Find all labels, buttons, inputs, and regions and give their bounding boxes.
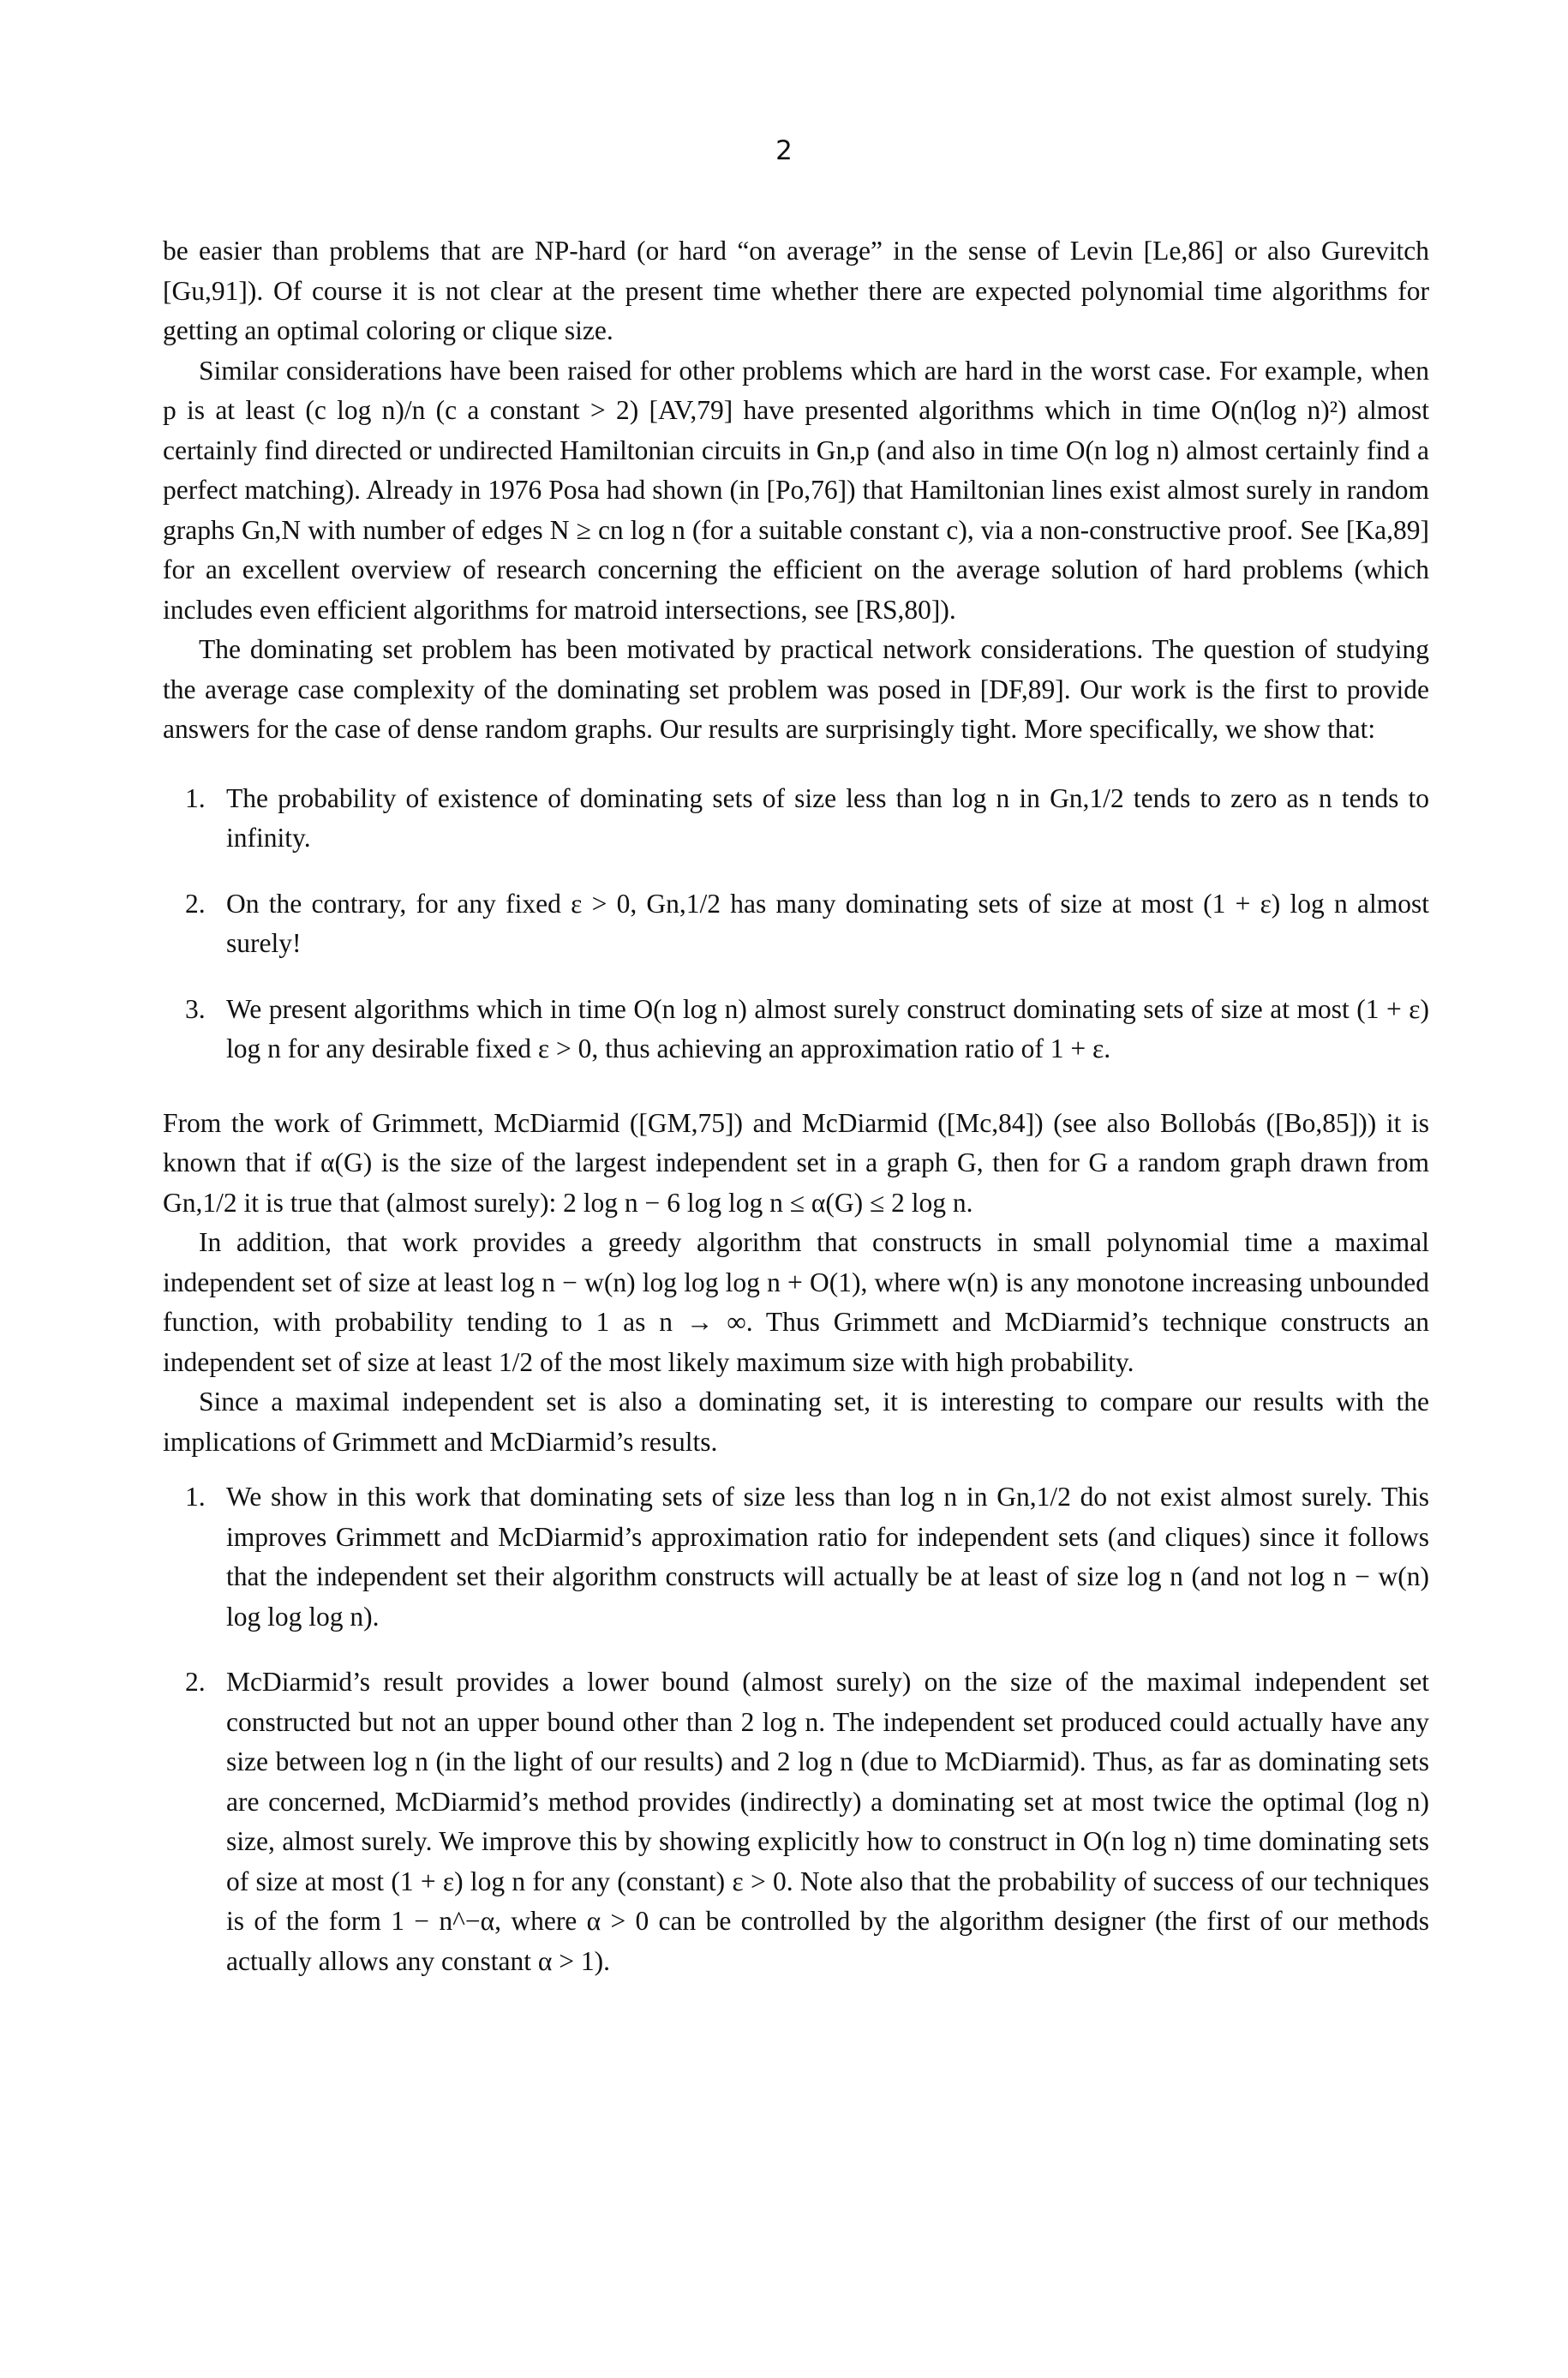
list-item-number: 2. xyxy=(185,1667,206,1697)
comparison-list xyxy=(163,1477,1429,1981)
paragraph-greedy-algorithm: In addition, that work provides a greedy algorithm that constructs in small polynomial time a maximal independent set of size at least log n − w(n) log log log n + O(1), where w(n) is any monotone increasing unbounded function, with probability tending to 1 as n → ∞. Thus Grimmett and McDiarmid’s technique constructs an independent set of size at least 1/2 of the most likely maximum size with high probability. xyxy=(163,1227,1429,1377)
list-item-text: We present algorithms which in time O(n log n) almost surely construct dominating sets of size at most (1 + ε) log n for any desirable fixed ε > 0, thus achieving an approximation ratio of 1 + ε. xyxy=(226,993,1429,1063)
paragraph-comparison: Since a maximal independent set is also a dominating set, it is interesting to compare our results with the implications of Grimmett and McDiarmid’s results. xyxy=(163,1387,1429,1457)
list-item-text: We show in this work that dominating sets of size less than log n in Gn,1/2 do not exist almost surely. This improves Grimmett and McDiarmid’s approximation ratio for independent sets (and cliques) since it follows that the independent set their algorithm constructs will actually be at least of size log n (and not log n − w(n) log log log n). xyxy=(226,1482,1429,1632)
paragraph-dominating-set-motivation: The dominating set problem has been motivated by practical network considerations. The question of studying the average case complexity of the dominating set problem was posed in [DF,89]. Our work is the first to provide answers for the case of dense random graphs. Our results are surprisingly tight. More specifically, we show that: xyxy=(163,634,1429,744)
page-number: 2 xyxy=(775,135,793,166)
results-list xyxy=(163,779,1429,1069)
list-item xyxy=(163,990,1429,1069)
list-item-text: On the contrary, for any fixed ε > 0, Gn,1/2 has many dominating sets of size at most (1 + ε) log n almost surely! xyxy=(226,888,1429,958)
paragraph-intro-continuation: be easier than problems that are NP-hard (or hard “on average” in the sense of Levin [Le,86] or also Gurevitch [Gu,91]). Of course it is not clear at the present time whether there are expected polynomial time algorithms for getting an optimal coloring or clique size. xyxy=(163,236,1429,345)
paragraph-grimmett-mcdiarmid: From the work of Grimmett, McDiarmid ([GM,75]) and McDiarmid ([Mc,84]) (see also Bollobás ([Bo,85])) it is known that if α(G) is the size of the largest independent set in a graph G, then for G a random graph drawn from Gn,1/2 it is true that (almost surely): 2 log n − 6 log log n ≤ α(G) ≤ 2 log n. xyxy=(163,1107,1429,1218)
list-item-text: McDiarmid’s result provides a lower bound (almost surely) on the size of the maximal independent set constructed but not an upper bound other than 2 log n. The independent set produced could actually have any size between log n (in the light of our results) and 2 log n (due to McDiarmid). Thus, as far as dominating sets are concerned, McDiarmid’s method provides (indirectly) a dominating set at most twice the optimal (log n) size, almost surely. We improve this by showing explicitly how to construct in O(n log n) time dominating sets of size at most (1 + ε) log n for any (constant) ε > 0. Note also that the probability of success of our techniques is of the form 1 − n^−α, where α > 0 can be controlled by the algorithm designer (the first of our methods actually allows any constant α > 1). xyxy=(226,1667,1429,1976)
list-item-number: 1. xyxy=(185,782,206,813)
list-item xyxy=(163,779,1429,859)
list-item-number: 3. xyxy=(185,993,206,1024)
list-item-number: 1. xyxy=(185,1482,206,1512)
paragraph-similar-considerations: Similar considerations have been raised for other problems which are hard in the worst case. For example, when p is at least (c log n)/n (c a constant > 2) [AV,79] have presented algorithms which in time O(n(log n)²) almost certainly find directed or undirected Hamiltonian circuits in Gn,p (and also in time O(n log n) almost certainly find a perfect matching). Already in 1976 Posa had shown (in [Po,76]) that Hamiltonian lines exist almost surely in random graphs Gn,N with number of edges N ≥ cn log n (for a suitable constant c), via a non-constructive proof. See [Ka,89] for an excellent overview of research concerning the efficient on the average solution of hard problems (which includes even efficient algorithms for matroid intersections, see [RS,80]). xyxy=(163,355,1429,625)
list-item-text: The probability of existence of dominating sets of size less than log n in Gn,1/2 tends to zero as n tends to infinity. xyxy=(226,782,1429,853)
list-item-number: 2. xyxy=(185,888,206,919)
list-item xyxy=(163,1662,1429,1981)
list-item xyxy=(163,884,1429,964)
list-item xyxy=(163,1477,1429,1637)
body-text xyxy=(163,231,1429,2007)
